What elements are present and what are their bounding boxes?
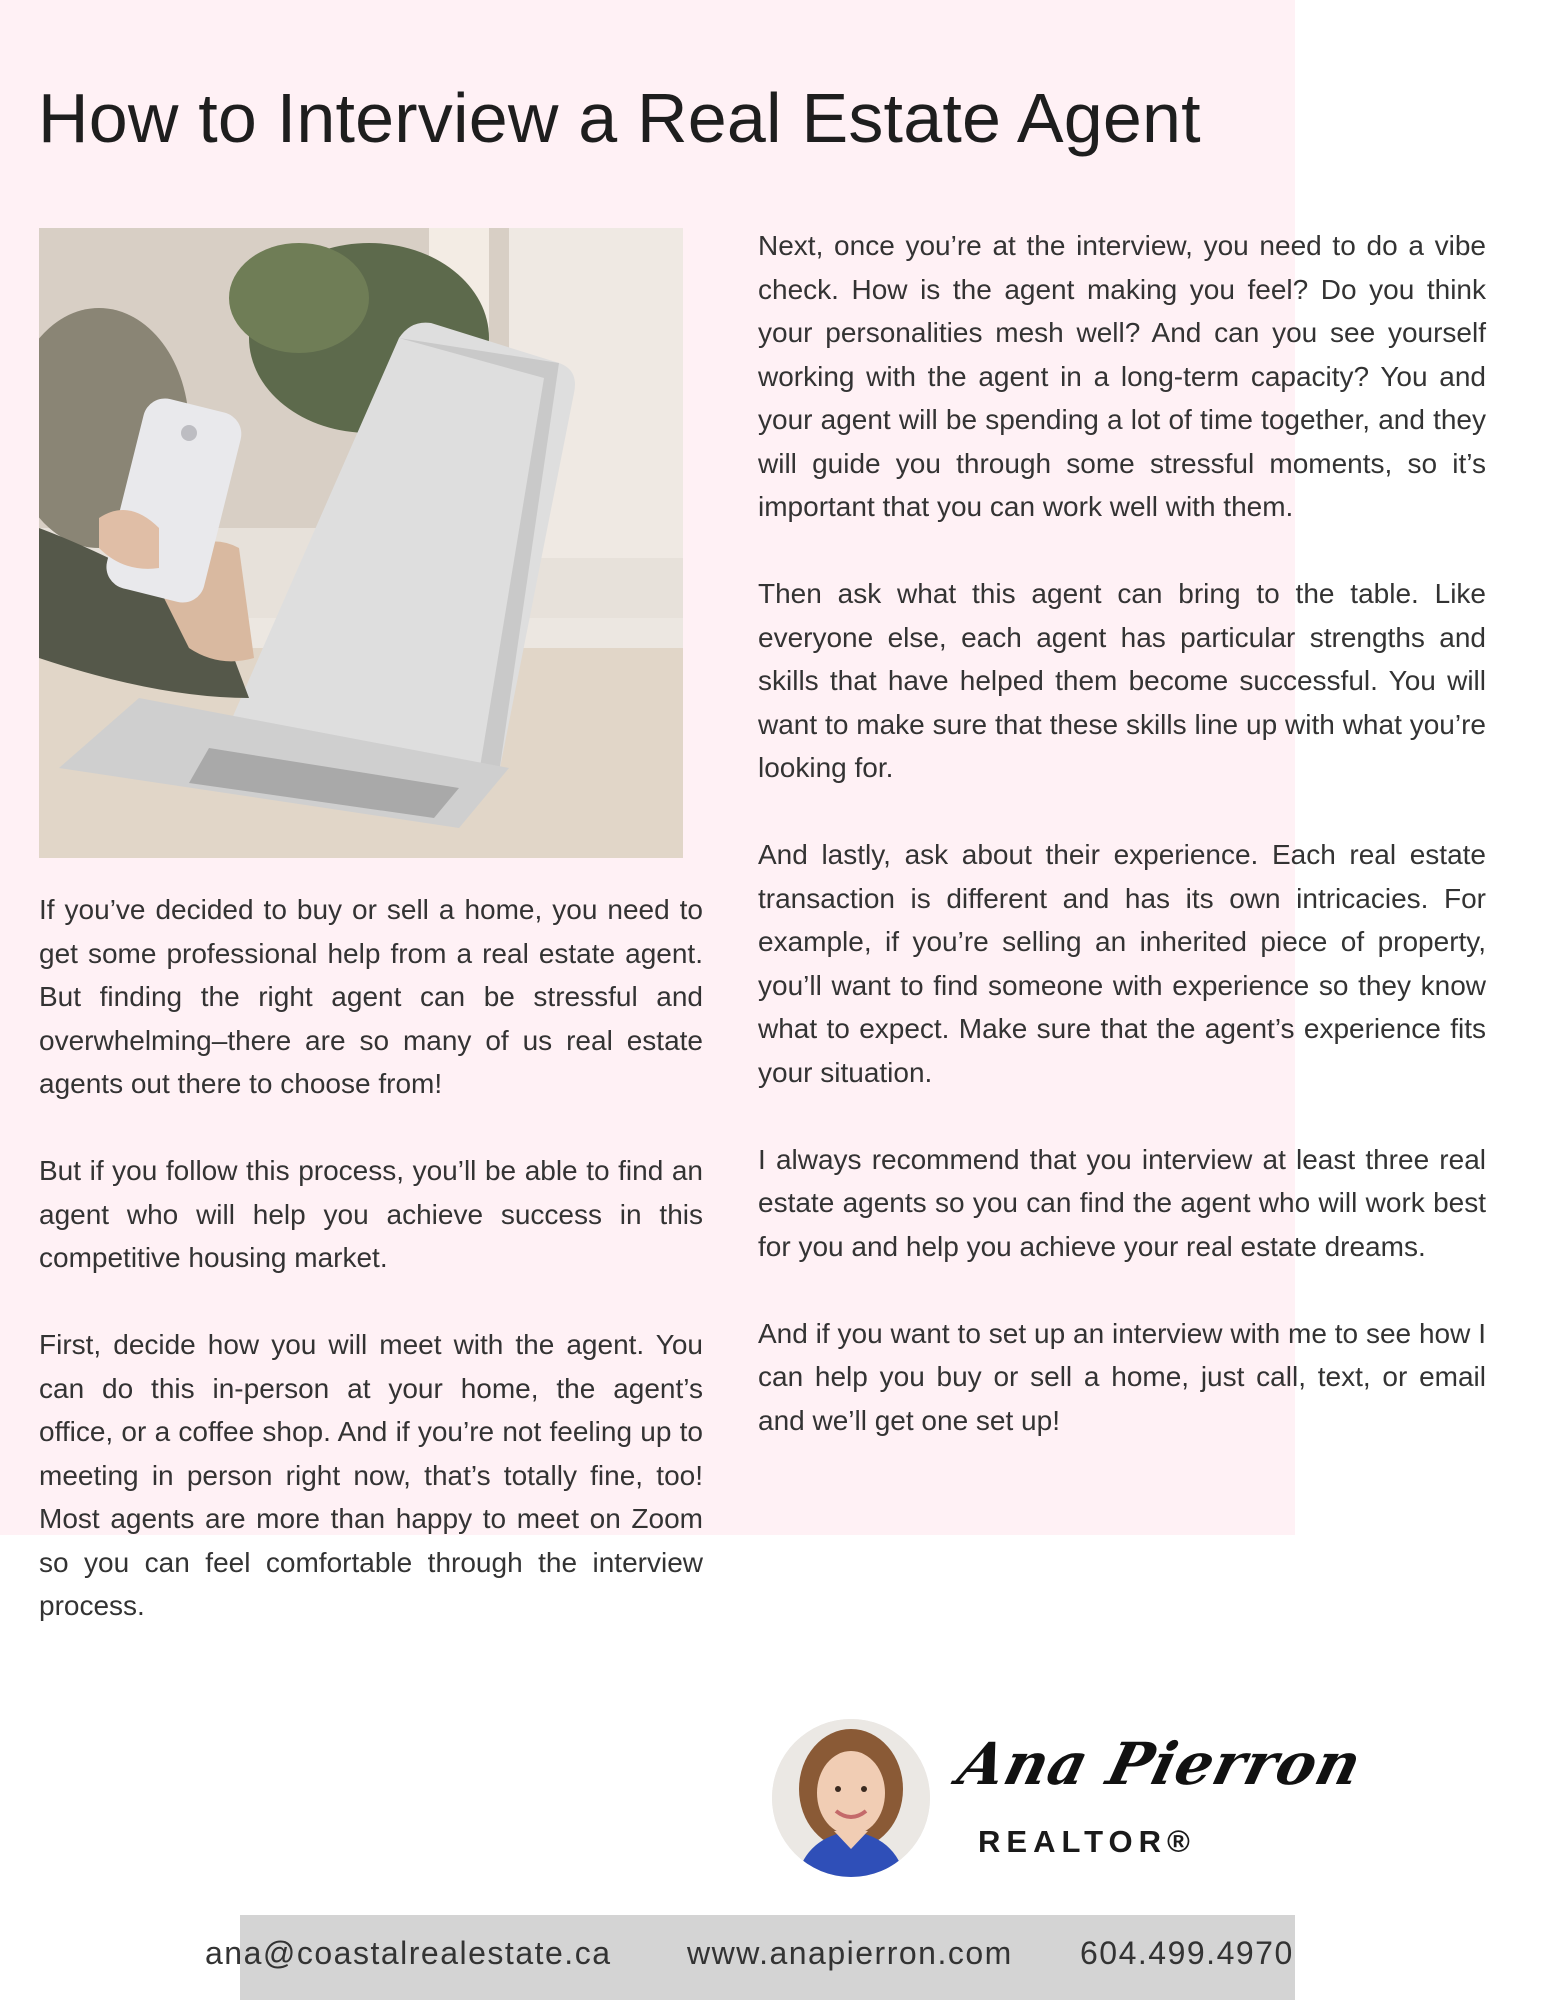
page-title: How to Interview a Real Estate Agent: [38, 79, 1201, 157]
right-text-column: [758, 224, 1486, 1486]
agent-headshot: [772, 1719, 930, 1877]
agent-signature: Ana Pierron: [951, 1730, 1369, 1798]
paragraph: First, decide how you will meet with the agent. You can do this in-person at your home, the agent’s office, or a coffee shop. And if you’re not feeling up to meeting in person right now, that’s totally fine, too! Most agents are more than happy to meet on Zoom so you can feel comfortable through the interview process.: [39, 1329, 703, 1621]
paragraph: But if you follow this process, you’ll be able to find an agent who will help you achieve success in this competitive housing market.: [39, 1155, 703, 1273]
paragraph: Next, once you’re at the interview, you need to do a vibe check. How is the agent making you feel? Do you think your personalities mesh well? And can you see yourself working with the agent in a long-term capacity? You and your agent will be spending a lot of time together, and they will guide you through some stressful moments, so it’s important that you can work well with them.: [758, 230, 1486, 522]
agent-role: REALTOR®: [978, 1824, 1196, 1859]
hero-photo: [39, 228, 683, 858]
paragraph: I always recommend that you interview at least three real estate agents so you can find the agent who will work best for you and help you achieve your real estate dreams.: [758, 1143, 1486, 1262]
paragraph: Then ask what this agent can bring to the table. Like everyone else, each agent has particular strengths and skills that have helped them become successful. You will want to make sure that these skills line up with what you’re looking for.: [758, 578, 1486, 783]
paragraph: And lastly, ask about their experience. Each real estate transaction is different and has its own intricacies. For example, if you’re selling an inherited piece of property, you’ll want to find someone with experience so they know what to expect. Make sure that the agent’s experience fits your situation.: [758, 839, 1486, 1088]
footer-website-link[interactable]: www.anapierron.com: [687, 1935, 1013, 1971]
paragraph: And if you want to set up an interview with me to see how I can help you buy or sell a home, just call, text, or email and we’ll get one set up!: [758, 1317, 1486, 1436]
paragraph: If you’ve decided to buy or sell a home, you need to get some professional help from a real estate agent. But finding the right agent can be stressful and overwhelming–there are so many of us real estate agents out there to choose from!: [39, 894, 703, 1099]
footer-phone-link[interactable]: 604.499.4970: [1080, 1935, 1294, 1971]
footer-email-link[interactable]: ana@coastalrealestate.ca: [205, 1935, 612, 1971]
left-text-column: [39, 888, 703, 1671]
